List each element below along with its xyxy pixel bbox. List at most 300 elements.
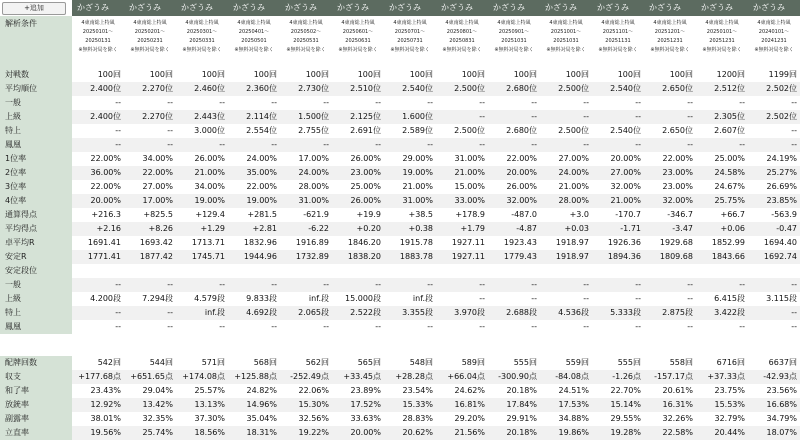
value-cell: 19.28%: [592, 426, 644, 440]
value-cell: --: [436, 278, 488, 292]
stat-row: [0, 398, 800, 412]
spacer-cell: [592, 345, 644, 356]
value-cell: [748, 264, 800, 278]
value-cell: 17.00%: [124, 194, 176, 208]
condition-cell: [176, 16, 228, 57]
value-cell: 22.00%: [246, 182, 277, 191]
condition-line: 20251031: [553, 37, 579, 44]
condition-line: ※無料対局を除く: [78, 46, 118, 53]
value-cell: 25.57%: [194, 386, 225, 395]
value-cell: 20.00%: [332, 426, 384, 440]
condition-line: ※無料対局を除く: [650, 46, 690, 53]
condition-line: 4東南総上特風: [601, 19, 635, 26]
condition-line: 20250131: [85, 37, 111, 44]
value-cell: +0.38: [384, 222, 436, 236]
value-cell: -42.93点: [748, 370, 800, 384]
value-cell: 2.650位: [662, 126, 693, 135]
spacer-cell: [696, 334, 748, 345]
value-cell: 1713.71: [191, 238, 225, 247]
value-cell: 100回: [149, 70, 173, 79]
value-cell: 2.360位: [228, 82, 280, 96]
value-cell: 555回: [513, 358, 537, 367]
value-cell: 29.55%: [610, 414, 641, 423]
condition-line: 20250531: [293, 37, 319, 44]
condition-cell: [384, 16, 436, 57]
spacer-cell: [176, 57, 228, 68]
value-cell: 2.305位: [696, 110, 748, 124]
value-cell: [228, 264, 280, 278]
value-cell: 19.00%: [176, 194, 228, 208]
value-cell: 32.00%: [488, 194, 540, 208]
condition-line: 4東南総上特風: [185, 19, 219, 26]
value-cell: --: [384, 138, 436, 152]
value-cell: 1.600位: [384, 110, 436, 124]
value-cell: +825.5: [143, 210, 173, 219]
spacer-cell: [72, 345, 124, 356]
value-cell: 2.875段: [644, 306, 696, 320]
value-cell: 100回: [513, 70, 537, 79]
value-cell: 20.62%: [384, 426, 436, 440]
value-cell: 1926.36: [607, 238, 641, 247]
value-cell: [280, 264, 332, 278]
condition-line: ※無料対局を除く: [546, 46, 586, 53]
spacer-cell: [280, 334, 332, 345]
value-cell: --: [427, 98, 433, 107]
row-label: 上級: [0, 292, 72, 306]
value-cell: --: [271, 322, 277, 331]
value-cell: --: [479, 322, 485, 331]
value-cell: 15.000段: [345, 294, 381, 303]
value-cell: 32.00%: [644, 194, 696, 208]
value-cell: 100回: [669, 70, 693, 79]
value-cell: --: [323, 98, 329, 107]
value-cell: 1843.66: [696, 250, 748, 264]
value-cell: +8.26: [124, 222, 176, 236]
spacer-cell: [488, 57, 540, 68]
value-cell: -0.47: [748, 222, 800, 236]
condition-line: 20251031: [501, 37, 527, 44]
value-cell: 32.26%: [662, 414, 693, 423]
value-cell: 2.443位: [176, 110, 228, 124]
row-label: 平均得点: [0, 222, 72, 236]
condition-row: [0, 16, 800, 57]
condition-line: ※無料対局を除く: [286, 46, 326, 53]
column-header[interactable]: かざうみ: [540, 0, 592, 16]
value-cell: 23.85%: [748, 194, 800, 208]
value-cell: [332, 264, 384, 278]
value-cell: 2.065段: [280, 306, 332, 320]
value-cell: 15.33%: [384, 398, 436, 412]
value-cell: -84.08点: [540, 370, 592, 384]
row-label: 安定R: [0, 250, 72, 264]
value-cell: --: [592, 278, 644, 292]
condition-cell: [332, 16, 384, 57]
spacer-cell: [332, 57, 384, 68]
value-cell: 29.91%: [506, 414, 537, 423]
row-label: 和了率: [0, 384, 72, 398]
value-cell: --: [791, 98, 797, 107]
stat-row: [0, 208, 800, 222]
value-cell: 35.04%: [246, 414, 277, 423]
value-cell: --: [271, 98, 277, 107]
value-cell: 558回: [669, 358, 693, 367]
condition-line: 4東南総上特風: [653, 19, 687, 26]
stat-row: [0, 180, 800, 194]
value-cell: [72, 264, 124, 278]
stat-row: [0, 356, 800, 370]
column-header[interactable]: かざうみ: [124, 0, 176, 16]
value-cell: --: [176, 138, 228, 152]
value-cell: 19.00%: [228, 194, 280, 208]
value-cell: --: [167, 98, 173, 107]
value-cell: 1691.41: [87, 238, 121, 247]
value-cell: --: [592, 138, 644, 152]
condition-line: ※無料対局を除く: [390, 46, 430, 53]
value-cell: 1883.78: [384, 250, 436, 264]
value-cell: 24.51%: [558, 386, 589, 395]
value-cell: 100回: [357, 70, 381, 79]
spacer-cell: [0, 345, 72, 356]
spacer-cell: [540, 334, 592, 345]
value-cell: 15.30%: [280, 398, 332, 412]
stat-row: [0, 96, 800, 110]
column-header[interactable]: かざうみ: [280, 0, 332, 16]
value-cell: 6.415段: [714, 294, 745, 303]
value-cell: 20.00%: [488, 166, 540, 180]
value-cell: --: [739, 98, 745, 107]
value-cell: +33.45点: [332, 370, 384, 384]
stat-row: [0, 278, 800, 292]
value-cell: 23.56%: [766, 386, 797, 395]
row-label: 卓平均R: [0, 236, 72, 250]
row-label: 対戦数: [0, 68, 72, 82]
value-cell: -157.17点: [644, 370, 696, 384]
column-header[interactable]: かざうみ: [696, 0, 748, 16]
spacer-cell: [384, 345, 436, 356]
condition-line: ※無料対局を除く: [338, 46, 378, 53]
value-cell: --: [124, 138, 176, 152]
value-cell: -1.71: [592, 222, 644, 236]
value-cell: 2.510位: [332, 82, 384, 96]
value-cell: [384, 264, 436, 278]
column-header[interactable]: かざうみ: [228, 0, 280, 16]
value-cell: 25.27%: [748, 166, 800, 180]
value-cell: 1.500位: [280, 110, 332, 124]
value-cell: 1838.20: [332, 250, 384, 264]
spacer-cell: [176, 345, 228, 356]
value-cell: 38.01%: [90, 414, 121, 423]
stat-row: [0, 412, 800, 426]
value-cell: 2.589位: [402, 126, 433, 135]
condition-line: ※無料対局を除く: [234, 46, 274, 53]
value-cell: 2.270位: [124, 82, 176, 96]
value-cell: 2.500位: [540, 82, 592, 96]
condition-line: 20250502～: [290, 28, 322, 35]
value-cell: 17.52%: [332, 398, 384, 412]
spacer-cell: [0, 334, 72, 345]
value-cell: --: [332, 278, 384, 292]
stat-row: [0, 82, 800, 96]
value-cell: --: [124, 306, 176, 320]
condition-line: ※無料対局を除く: [442, 46, 482, 53]
value-cell: [124, 264, 176, 278]
value-cell: 35.00%: [228, 166, 280, 180]
column-header[interactable]: かざうみ: [592, 0, 644, 16]
value-cell: 1916.89: [295, 238, 329, 247]
value-cell: 3.000位: [194, 126, 225, 135]
value-cell: 2.650位: [644, 82, 696, 96]
value-cell: inf.段: [412, 294, 433, 303]
value-cell: 2.400位: [72, 82, 124, 96]
value-cell: +38.5: [408, 210, 433, 219]
value-cell: -6.22: [280, 222, 332, 236]
stat-row: [0, 292, 800, 306]
value-cell: 34.00%: [194, 182, 225, 191]
value-cell: 24.00%: [246, 154, 277, 163]
value-cell: 34.88%: [558, 414, 589, 423]
value-cell: 23.54%: [402, 386, 433, 395]
value-cell: 23.89%: [350, 386, 381, 395]
add-button[interactable]: +追加: [2, 2, 66, 15]
column-header[interactable]: かざうみ: [436, 0, 488, 16]
add-cell: [0, 0, 72, 16]
value-cell: --: [488, 110, 540, 124]
value-cell: 19.00%: [384, 166, 436, 180]
value-cell: 21.00%: [558, 182, 589, 191]
stat-row: [0, 250, 800, 264]
value-cell: 2.680位: [506, 126, 537, 135]
row-label: 安定段位: [0, 264, 72, 278]
value-cell: --: [375, 98, 381, 107]
value-cell: --: [791, 322, 797, 331]
spacer-cell: [124, 334, 176, 345]
value-cell: 2.688段: [488, 306, 540, 320]
value-cell: --: [687, 294, 693, 303]
column-header[interactable]: かざうみ: [748, 0, 800, 16]
spacer-cell: [124, 57, 176, 68]
value-cell: 17.53%: [540, 398, 592, 412]
value-cell: 28.00%: [540, 194, 592, 208]
value-cell: [176, 264, 228, 278]
value-cell: 7.294段: [142, 294, 173, 303]
value-cell: 2.400位: [72, 110, 124, 124]
value-cell: 13.13%: [176, 398, 228, 412]
spacer-cell: [592, 57, 644, 68]
value-cell: 15.14%: [592, 398, 644, 412]
condition-label: 解析条件: [0, 16, 72, 57]
value-cell: --: [479, 98, 485, 107]
spacer-cell: [0, 57, 72, 68]
value-cell: -170.7: [615, 210, 641, 219]
column-header[interactable]: かざうみ: [332, 0, 384, 16]
value-cell: +0.20: [332, 222, 384, 236]
value-cell: 1923.43: [503, 238, 537, 247]
value-cell: --: [791, 126, 797, 135]
value-cell: --: [228, 138, 280, 152]
value-cell: 25.00%: [350, 182, 381, 191]
value-cell: +178.9: [455, 210, 485, 219]
value-cell: 542回: [97, 358, 121, 367]
value-cell: 37.30%: [194, 414, 225, 423]
value-cell: 2.125位: [332, 110, 384, 124]
value-cell: --: [332, 138, 384, 152]
value-cell: 2.691位: [350, 126, 381, 135]
spacer-cell: [748, 345, 800, 356]
value-cell: 21.00%: [436, 166, 488, 180]
value-cell: 2.554位: [246, 126, 277, 135]
value-cell: 2.540位: [384, 82, 436, 96]
stat-row: [0, 138, 800, 152]
value-cell: 22.06%: [298, 386, 329, 395]
value-cell: 12.92%: [72, 398, 124, 412]
value-cell: 32.35%: [142, 414, 173, 423]
column-header[interactable]: かざうみ: [72, 0, 124, 16]
column-header[interactable]: かざうみ: [644, 0, 696, 16]
value-cell: 15.53%: [696, 398, 748, 412]
value-cell: 28.00%: [298, 182, 329, 191]
value-cell: 1732.89: [280, 250, 332, 264]
condition-line: 20251231: [709, 37, 735, 44]
value-cell: --: [219, 322, 225, 331]
stat-row: [0, 370, 800, 384]
condition-line: 4東南総上特風: [237, 19, 271, 26]
value-cell: -346.7: [667, 210, 693, 219]
value-cell: 20.18%: [488, 426, 540, 440]
value-cell: -621.9: [303, 210, 329, 219]
value-cell: 2.755位: [298, 126, 329, 135]
value-cell: -1.26点: [592, 370, 644, 384]
condition-cell: [696, 16, 748, 57]
value-cell: --: [280, 278, 332, 292]
value-cell: 3.355段: [384, 306, 436, 320]
value-cell: 24.19%: [766, 154, 797, 163]
value-cell: --: [72, 138, 124, 152]
value-cell: --: [644, 110, 696, 124]
stat-row: [0, 152, 800, 166]
value-cell: --: [644, 278, 696, 292]
spacer-cell: [644, 334, 696, 345]
value-cell: 20.00%: [72, 194, 124, 208]
condition-line: 20251131: [605, 37, 631, 44]
condition-line: 20250801～: [446, 28, 478, 35]
value-cell: [696, 264, 748, 278]
value-cell: 4.692段: [228, 306, 280, 320]
value-cell: 1929.68: [659, 238, 693, 247]
value-cell: 2.502位: [748, 110, 800, 124]
value-cell: 29.04%: [142, 386, 173, 395]
value-cell: 1915.78: [399, 238, 433, 247]
value-cell: +125.88点: [228, 370, 280, 384]
value-cell: 36.00%: [72, 166, 124, 180]
spacer-cell: [488, 334, 540, 345]
spacer-cell: [124, 345, 176, 356]
value-cell: 9.833段: [246, 294, 277, 303]
value-cell: --: [696, 138, 748, 152]
spacer-row: [0, 57, 800, 68]
value-cell: 2.502位: [748, 82, 800, 96]
value-cell: +3.0: [569, 210, 589, 219]
value-cell: +0.06: [696, 222, 748, 236]
value-cell: +177.68点: [72, 370, 124, 384]
value-cell: 21.00%: [402, 182, 433, 191]
value-cell: 20.61%: [662, 386, 693, 395]
value-cell: +1.29: [176, 222, 228, 236]
value-cell: --: [323, 322, 329, 331]
condition-line: 4東南総上特風: [393, 19, 427, 26]
value-cell: 20.44%: [696, 426, 748, 440]
value-cell: 33.63%: [350, 414, 381, 423]
spacer-cell: [436, 345, 488, 356]
condition-line: 20251201～: [654, 28, 686, 35]
value-cell: 26.00%: [194, 154, 225, 163]
condition-cell: [592, 16, 644, 57]
row-label: 通算得点: [0, 208, 72, 222]
value-cell: --: [228, 278, 280, 292]
value-cell: --: [687, 98, 693, 107]
value-cell: +66.04点: [436, 370, 488, 384]
value-cell: --: [739, 322, 745, 331]
value-cell: 25.00%: [714, 154, 745, 163]
value-cell: 100回: [461, 70, 485, 79]
column-header[interactable]: かざうみ: [176, 0, 228, 16]
condition-line: 20250401～: [238, 28, 270, 35]
condition-line: 20250301～: [186, 28, 218, 35]
value-cell: 26.00%: [506, 182, 537, 191]
value-cell: +174.08点: [176, 370, 228, 384]
value-cell: 29.00%: [402, 154, 433, 163]
condition-line: ※無料対局を除く: [494, 46, 534, 53]
value-cell: 2.680位: [488, 82, 540, 96]
value-cell: 17.84%: [488, 398, 540, 412]
value-cell: --: [115, 322, 121, 331]
value-cell: 1200回: [716, 70, 745, 79]
value-cell: 34.00%: [142, 154, 173, 163]
row-label: 1位率: [0, 152, 72, 166]
spacer-cell: [228, 334, 280, 345]
value-cell: --: [167, 322, 173, 331]
value-cell: [488, 264, 540, 278]
value-cell: 32.56%: [298, 414, 329, 423]
value-cell: 22.58%: [644, 426, 696, 440]
row-label: 一般: [0, 278, 72, 292]
value-cell: +0.03: [540, 222, 592, 236]
value-cell: 23.00%: [332, 166, 384, 180]
value-cell: 100回: [97, 70, 121, 79]
column-header[interactable]: かざうみ: [488, 0, 540, 16]
spacer-cell: [540, 57, 592, 68]
stat-row: [0, 68, 800, 82]
value-cell: --: [540, 138, 592, 152]
value-cell: 24.58%: [696, 166, 748, 180]
stat-row: [0, 384, 800, 398]
value-cell: 31.00%: [454, 154, 485, 163]
value-cell: --: [479, 294, 485, 303]
value-cell: 26.00%: [350, 154, 381, 163]
value-cell: 21.00%: [176, 166, 228, 180]
value-cell: --: [436, 110, 488, 124]
column-header[interactable]: かざうみ: [384, 0, 436, 16]
spacer-cell: [644, 57, 696, 68]
value-cell: --: [124, 278, 176, 292]
value-cell: 2.500位: [436, 82, 488, 96]
value-cell: 1199回: [768, 70, 797, 79]
value-cell: 100回: [201, 70, 225, 79]
value-cell: 2.540位: [610, 126, 641, 135]
value-cell: 1918.97: [540, 250, 592, 264]
stat-row: [0, 264, 800, 278]
condition-line: 20250731: [397, 37, 423, 44]
row-label: 放銃率: [0, 398, 72, 412]
